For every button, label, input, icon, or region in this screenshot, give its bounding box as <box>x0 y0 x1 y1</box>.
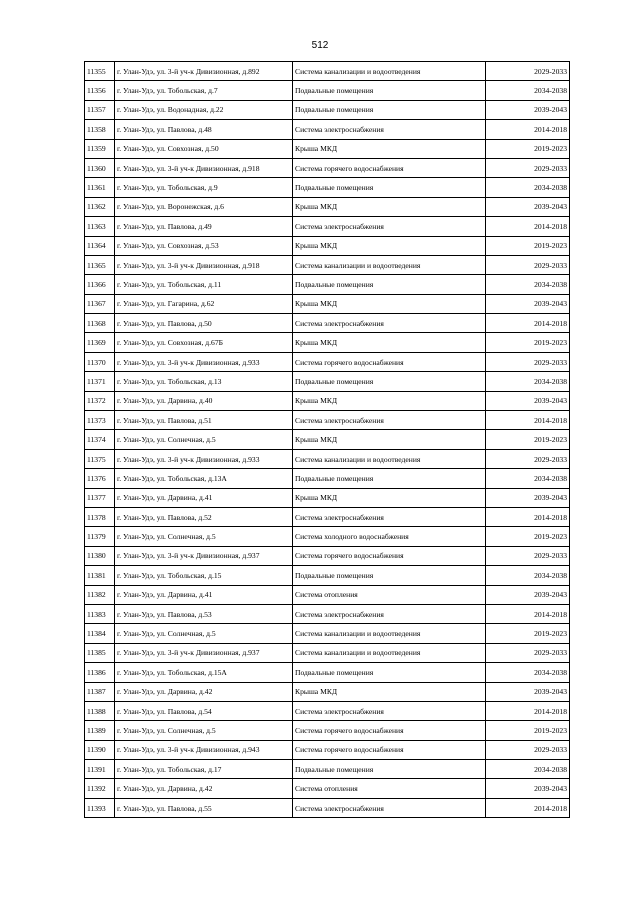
work-type-cell: Система электроснабжения <box>293 507 486 526</box>
table-row <box>85 566 570 585</box>
work-type-cell: Система канализации и водоотведения <box>293 643 486 662</box>
period-cell: 2029-2033 <box>486 62 570 81</box>
table-row <box>85 197 570 216</box>
period-cell: 2034-2038 <box>486 663 570 682</box>
period-cell: 2029-2033 <box>486 352 570 371</box>
period-cell: 2034-2038 <box>486 178 570 197</box>
period-cell: 2034-2038 <box>486 275 570 294</box>
address-cell: г. Улан-Удэ, ул. 3-й уч-к Дивизионная, д.943 <box>115 740 293 759</box>
address-cell: г. Улан-Удэ, ул. Дарвина, д.41 <box>115 488 293 507</box>
address-cell: г. Улан-Удэ, ул. 3-й уч-к Дивизионная, д.937 <box>115 546 293 565</box>
row-number-cell: 11381 <box>85 566 115 585</box>
row-number-cell: 11382 <box>85 585 115 604</box>
row-number-cell: 11363 <box>85 217 115 236</box>
table-row <box>85 701 570 720</box>
row-number-cell: 11371 <box>85 372 115 391</box>
table-row <box>85 120 570 139</box>
row-number-cell: 11375 <box>85 449 115 468</box>
row-number-cell: 11368 <box>85 314 115 333</box>
address-cell: г. Улан-Удэ, ул. Солнечная, д.5 <box>115 430 293 449</box>
work-type-cell: Система горячего водоснабжения <box>293 352 486 371</box>
address-cell: г. Улан-Удэ, ул. Солнечная, д.5 <box>115 527 293 546</box>
work-type-cell: Система электроснабжения <box>293 217 486 236</box>
address-cell: г. Улан-Удэ, ул. 3-й уч-к Дивизионная, д.937 <box>115 643 293 662</box>
work-type-cell: Крыша МКД <box>293 488 486 507</box>
address-cell: г. Улан-Удэ, ул. Тобольская, д.15А <box>115 663 293 682</box>
address-cell: г. Улан-Удэ, ул. 3-й уч-к Дивизионная, д.892 <box>115 62 293 81</box>
table-row <box>85 352 570 371</box>
table-row <box>85 740 570 759</box>
work-type-cell: Крыша МКД <box>293 333 486 352</box>
work-type-cell: Подвальные помещения <box>293 372 486 391</box>
period-cell: 2034-2038 <box>486 566 570 585</box>
page-number: 512 <box>311 40 329 51</box>
row-number-cell: 11365 <box>85 255 115 274</box>
table-row <box>85 449 570 468</box>
table-row <box>85 798 570 817</box>
work-type-cell: Система горячего водоснабжения <box>293 158 486 177</box>
work-type-cell: Система горячего водоснабжения <box>293 721 486 740</box>
address-cell: г. Улан-Удэ, ул. Солнечная, д.5 <box>115 624 293 643</box>
table-row <box>85 391 570 410</box>
table-row <box>85 158 570 177</box>
address-cell: г. Улан-Удэ, ул. Тобольская, д.13 <box>115 372 293 391</box>
period-cell: 2029-2033 <box>486 255 570 274</box>
table-row <box>85 643 570 662</box>
table-row <box>85 604 570 623</box>
row-number-cell: 11369 <box>85 333 115 352</box>
row-number-cell: 11391 <box>85 760 115 779</box>
address-cell: г. Улан-Удэ, ул. 3-й уч-к Дивизионная, д.933 <box>115 352 293 371</box>
row-number-cell: 11393 <box>85 798 115 817</box>
table-row <box>85 314 570 333</box>
period-cell: 2029-2033 <box>486 643 570 662</box>
period-cell: 2019-2023 <box>486 721 570 740</box>
row-number-cell: 11385 <box>85 643 115 662</box>
period-cell: 2039-2043 <box>486 197 570 216</box>
address-cell: г. Улан-Удэ, ул. Тобольская, д.9 <box>115 178 293 197</box>
address-cell: г. Улан-Удэ, ул. Тобольская, д.13А <box>115 469 293 488</box>
table-row <box>85 760 570 779</box>
work-type-cell: Система электроснабжения <box>293 604 486 623</box>
address-cell: г. Улан-Удэ, ул. Дарвина, д.40 <box>115 391 293 410</box>
address-cell: г. Улан-Удэ, ул. Павлова, д.50 <box>115 314 293 333</box>
work-type-cell: Подвальные помещения <box>293 178 486 197</box>
period-cell: 2019-2023 <box>486 430 570 449</box>
period-cell: 2039-2043 <box>486 585 570 604</box>
period-cell: 2014-2018 <box>486 120 570 139</box>
address-cell: г. Улан-Удэ, ул. 3-й уч-к Дивизионная, д.918 <box>115 158 293 177</box>
row-number-cell: 11384 <box>85 624 115 643</box>
address-cell: г. Улан-Удэ, ул. Павлова, д.52 <box>115 507 293 526</box>
table-row <box>85 411 570 430</box>
period-cell: 2014-2018 <box>486 217 570 236</box>
period-cell: 2039-2043 <box>486 294 570 313</box>
row-number-cell: 11379 <box>85 527 115 546</box>
row-number-cell: 11367 <box>85 294 115 313</box>
table-row <box>85 100 570 119</box>
table-row <box>85 663 570 682</box>
address-cell: г. Улан-Удэ, ул. Павлова, д.48 <box>115 120 293 139</box>
work-type-cell: Система канализации и водоотведения <box>293 255 486 274</box>
work-type-cell: Система горячего водоснабжения <box>293 740 486 759</box>
work-type-cell: Система канализации и водоотведения <box>293 624 486 643</box>
work-type-cell: Система отопления <box>293 585 486 604</box>
period-cell: 2039-2043 <box>486 779 570 798</box>
table-row <box>85 527 570 546</box>
period-cell: 2014-2018 <box>486 314 570 333</box>
work-type-cell: Система холодного водоснабжения <box>293 527 486 546</box>
table-row <box>85 488 570 507</box>
period-cell: 2014-2018 <box>486 604 570 623</box>
work-type-cell: Система электроснабжения <box>293 314 486 333</box>
row-number-cell: 11387 <box>85 682 115 701</box>
period-cell: 2039-2043 <box>486 488 570 507</box>
work-type-cell: Крыша МКД <box>293 139 486 158</box>
table-row <box>85 217 570 236</box>
period-cell: 2014-2018 <box>486 411 570 430</box>
address-cell: г. Улан-Удэ, ул. Дарвина, д.42 <box>115 779 293 798</box>
work-type-cell: Система электроснабжения <box>293 701 486 720</box>
row-number-cell: 11360 <box>85 158 115 177</box>
address-cell: г. Улан-Удэ, ул. Тобольская, д.7 <box>115 81 293 100</box>
address-cell: г. Улан-Удэ, ул. 3-й уч-к Дивизионная, д.933 <box>115 449 293 468</box>
row-number-cell: 11373 <box>85 411 115 430</box>
table-row <box>85 62 570 81</box>
work-type-cell: Система канализации и водоотведения <box>293 62 486 81</box>
address-cell: г. Улан-Удэ, ул. Воронежская, д.6 <box>115 197 293 216</box>
address-cell: г. Улан-Удэ, ул. Павлова, д.51 <box>115 411 293 430</box>
work-type-cell: Система отопления <box>293 779 486 798</box>
address-cell: г. Улан-Удэ, ул. Дарвина, д.41 <box>115 585 293 604</box>
row-number-cell: 11372 <box>85 391 115 410</box>
period-cell: 2019-2023 <box>486 139 570 158</box>
table-row <box>85 294 570 313</box>
period-cell: 2034-2038 <box>486 81 570 100</box>
period-cell: 2034-2038 <box>486 372 570 391</box>
row-number-cell: 11359 <box>85 139 115 158</box>
work-type-cell: Крыша МКД <box>293 682 486 701</box>
table-row <box>85 372 570 391</box>
row-number-cell: 11378 <box>85 507 115 526</box>
table-row <box>85 469 570 488</box>
table-row <box>85 546 570 565</box>
address-cell: г. Улан-Удэ, ул. Солнечная, д.5 <box>115 721 293 740</box>
table-row <box>85 430 570 449</box>
work-type-cell: Подвальные помещения <box>293 663 486 682</box>
work-type-cell: Система электроснабжения <box>293 411 486 430</box>
address-cell: г. Улан-Удэ, ул. Дарвина, д.42 <box>115 682 293 701</box>
table-row <box>85 624 570 643</box>
period-cell: 2039-2043 <box>486 100 570 119</box>
period-cell: 2034-2038 <box>486 760 570 779</box>
work-type-cell: Система канализации и водоотведения <box>293 449 486 468</box>
work-type-cell: Крыша МКД <box>293 391 486 410</box>
row-number-cell: 11380 <box>85 546 115 565</box>
address-cell: г. Улан-Удэ, ул. Павлова, д.55 <box>115 798 293 817</box>
row-number-cell: 11355 <box>85 62 115 81</box>
table-row <box>85 779 570 798</box>
row-number-cell: 11356 <box>85 81 115 100</box>
work-type-cell: Подвальные помещения <box>293 81 486 100</box>
row-number-cell: 11386 <box>85 663 115 682</box>
address-cell: г. Улан-Удэ, ул. Павлова, д.54 <box>115 701 293 720</box>
row-number-cell: 11388 <box>85 701 115 720</box>
period-cell: 2019-2023 <box>486 527 570 546</box>
row-number-cell: 11392 <box>85 779 115 798</box>
work-type-cell: Система электроснабжения <box>293 120 486 139</box>
address-cell: г. Улан-Удэ, ул. Павлова, д.53 <box>115 604 293 623</box>
row-number-cell: 11389 <box>85 721 115 740</box>
work-type-cell: Крыша МКД <box>293 430 486 449</box>
work-type-cell: Подвальные помещения <box>293 566 486 585</box>
row-number-cell: 11358 <box>85 120 115 139</box>
table-row <box>85 585 570 604</box>
table-row <box>85 236 570 255</box>
table-row <box>85 333 570 352</box>
period-cell: 2039-2043 <box>486 391 570 410</box>
address-cell: г. Улан-Удэ, ул. Тобольская, д.11 <box>115 275 293 294</box>
row-number-cell: 11362 <box>85 197 115 216</box>
table-row <box>85 507 570 526</box>
work-type-cell: Крыша МКД <box>293 294 486 313</box>
address-cell: г. Улан-Удэ, ул. Совхозная, д.53 <box>115 236 293 255</box>
table-row <box>85 178 570 197</box>
period-cell: 2019-2023 <box>486 624 570 643</box>
period-cell: 2014-2018 <box>486 507 570 526</box>
work-type-cell: Подвальные помещения <box>293 275 486 294</box>
work-type-cell: Система горячего водоснабжения <box>293 546 486 565</box>
period-cell: 2029-2033 <box>486 740 570 759</box>
work-type-cell: Крыша МКД <box>293 197 486 216</box>
period-cell: 2014-2018 <box>486 701 570 720</box>
work-type-cell: Система электроснабжения <box>293 798 486 817</box>
table-row <box>85 139 570 158</box>
period-cell: 2019-2023 <box>486 333 570 352</box>
period-cell: 2029-2033 <box>486 158 570 177</box>
period-cell: 2019-2023 <box>486 236 570 255</box>
period-cell: 2014-2018 <box>486 798 570 817</box>
table-row <box>85 255 570 274</box>
address-cell: г. Улан-Удэ, ул. Гагарина, д.62 <box>115 294 293 313</box>
address-cell: г. Улан-Удэ, ул. Павлова, д.49 <box>115 217 293 236</box>
row-number-cell: 11377 <box>85 488 115 507</box>
row-number-cell: 11390 <box>85 740 115 759</box>
table-row <box>85 81 570 100</box>
address-cell: г. Улан-Удэ, ул. Водонадная, д.22 <box>115 100 293 119</box>
address-cell: г. Улан-Удэ, ул. Совхозная, д.50 <box>115 139 293 158</box>
address-cell: г. Улан-Удэ, ул. 3-й уч-к Дивизионная, д.918 <box>115 255 293 274</box>
period-cell: 2029-2033 <box>486 449 570 468</box>
row-number-cell: 11364 <box>85 236 115 255</box>
period-cell: 2029-2033 <box>486 546 570 565</box>
row-number-cell: 11357 <box>85 100 115 119</box>
period-cell: 2034-2038 <box>486 469 570 488</box>
address-cell: г. Улан-Удэ, ул. Совхозная, д.67Б <box>115 333 293 352</box>
table-row <box>85 682 570 701</box>
row-number-cell: 11376 <box>85 469 115 488</box>
work-type-cell: Крыша МКД <box>293 236 486 255</box>
registry-table <box>84 61 570 818</box>
row-number-cell: 11370 <box>85 352 115 371</box>
row-number-cell: 11383 <box>85 604 115 623</box>
address-cell: г. Улан-Удэ, ул. Тобольская, д.15 <box>115 566 293 585</box>
table-row <box>85 275 570 294</box>
row-number-cell: 11361 <box>85 178 115 197</box>
work-type-cell: Подвальные помещения <box>293 469 486 488</box>
row-number-cell: 11366 <box>85 275 115 294</box>
work-type-cell: Подвальные помещения <box>293 100 486 119</box>
table-row <box>85 721 570 740</box>
registry-table-body <box>85 62 570 818</box>
period-cell: 2039-2043 <box>486 682 570 701</box>
row-number-cell: 11374 <box>85 430 115 449</box>
address-cell: г. Улан-Удэ, ул. Тобольская, д.17 <box>115 760 293 779</box>
work-type-cell: Подвальные помещения <box>293 760 486 779</box>
